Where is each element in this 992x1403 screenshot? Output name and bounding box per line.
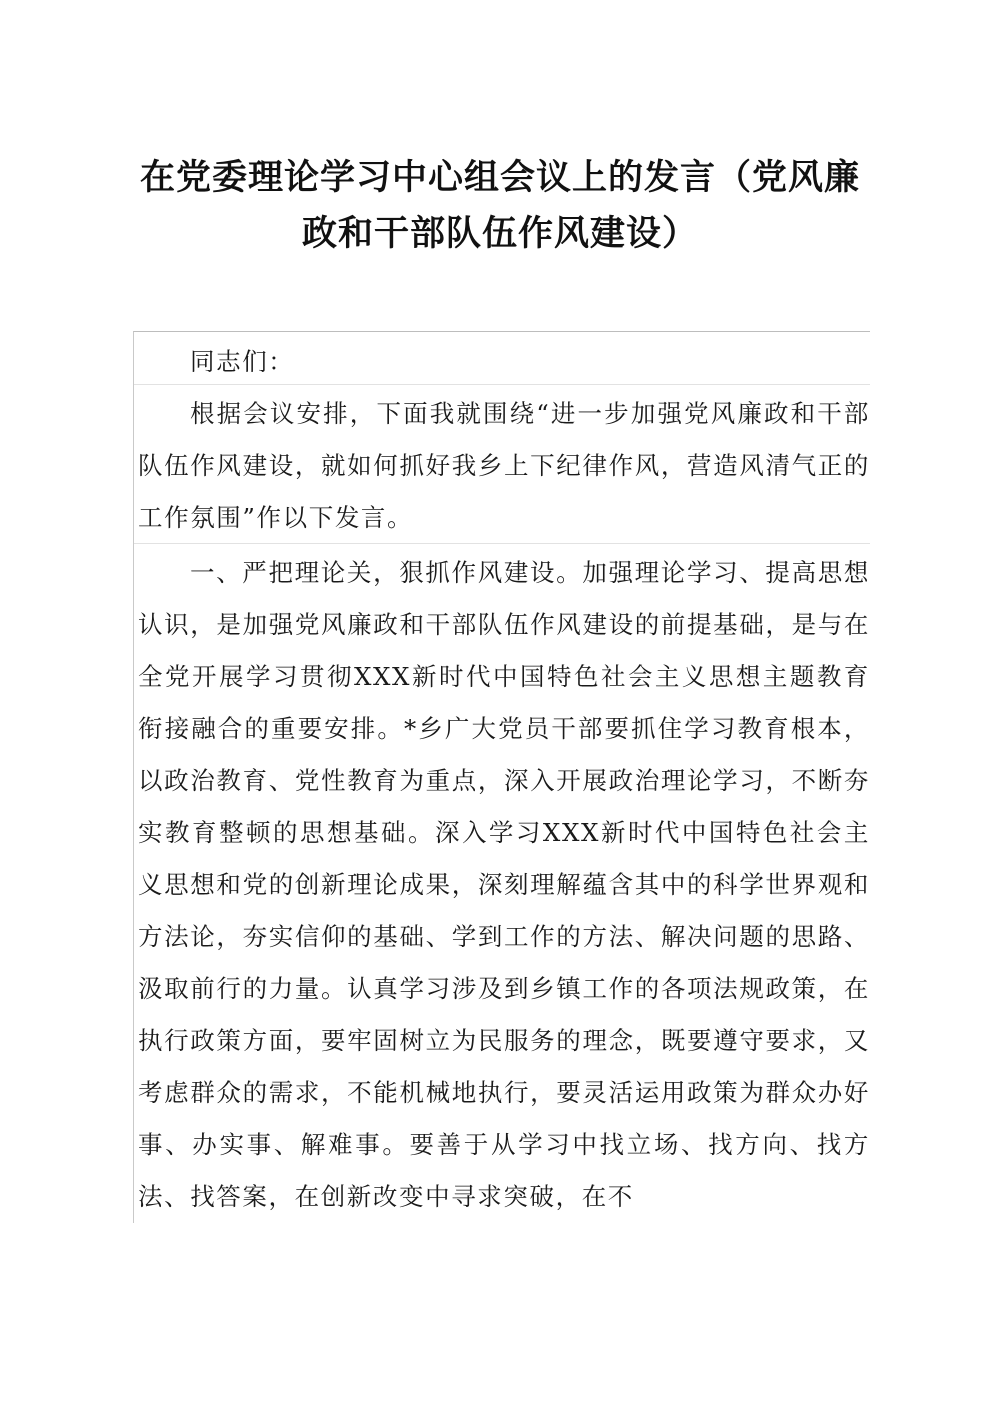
salutation-paragraph: 同志们： [190,347,295,376]
document-body [133,331,870,1223]
title-line-1: 在党委理论学习中心组会议上的发言（党风廉 [139,158,860,198]
document-title [120,150,880,262]
title-line-2: 政和干部队伍作风建设） [301,214,698,254]
paragraph-divider [134,543,870,544]
paragraph-divider [134,384,870,385]
section-one-paragraph: 一、严把理论关，狠抓作风建设。加强理论学习、提高思想认识，是加强党风廉政和干部队伍作风建设的前提基础，是与在全党开展学习贯彻XXX新时代中国特色社会主义思想主题教育衔接融合的重要安排。*乡广大党员干部要抓住学习教育根本，以政治教育、党性教育为重点，深入开展政治理论学习，不断夯实教育整顿的思想基础。深入学习XXX新时代中国特色社会主义思想和党的创新理论成果，深刻理解蕴含其中的科学世界观和方法论，夯实信仰的基础、学到工作的方法、解决问题的思路、汲取前行的力量。认真学习涉及到乡镇工作的各项法规政策，在执行政策方面，要牢固树立为民服务的理念，既要遵守要求，又考虑群众的需求，不能机械地执行，要灵活运用政策为群众办好事、办实事、解难事。要善于从学习中找立场、找方向、找方法、找答案，在创新改变中寻求突破，在不 [138,558,870,1211]
intro-paragraph: 根据会议安排，下面我就围绕“进一步加强党风廉政和干部队伍作风建设，就如何抓好我乡上下纪律作风，营造风清气正的工作氛围”作以下发言。 [138,399,870,532]
